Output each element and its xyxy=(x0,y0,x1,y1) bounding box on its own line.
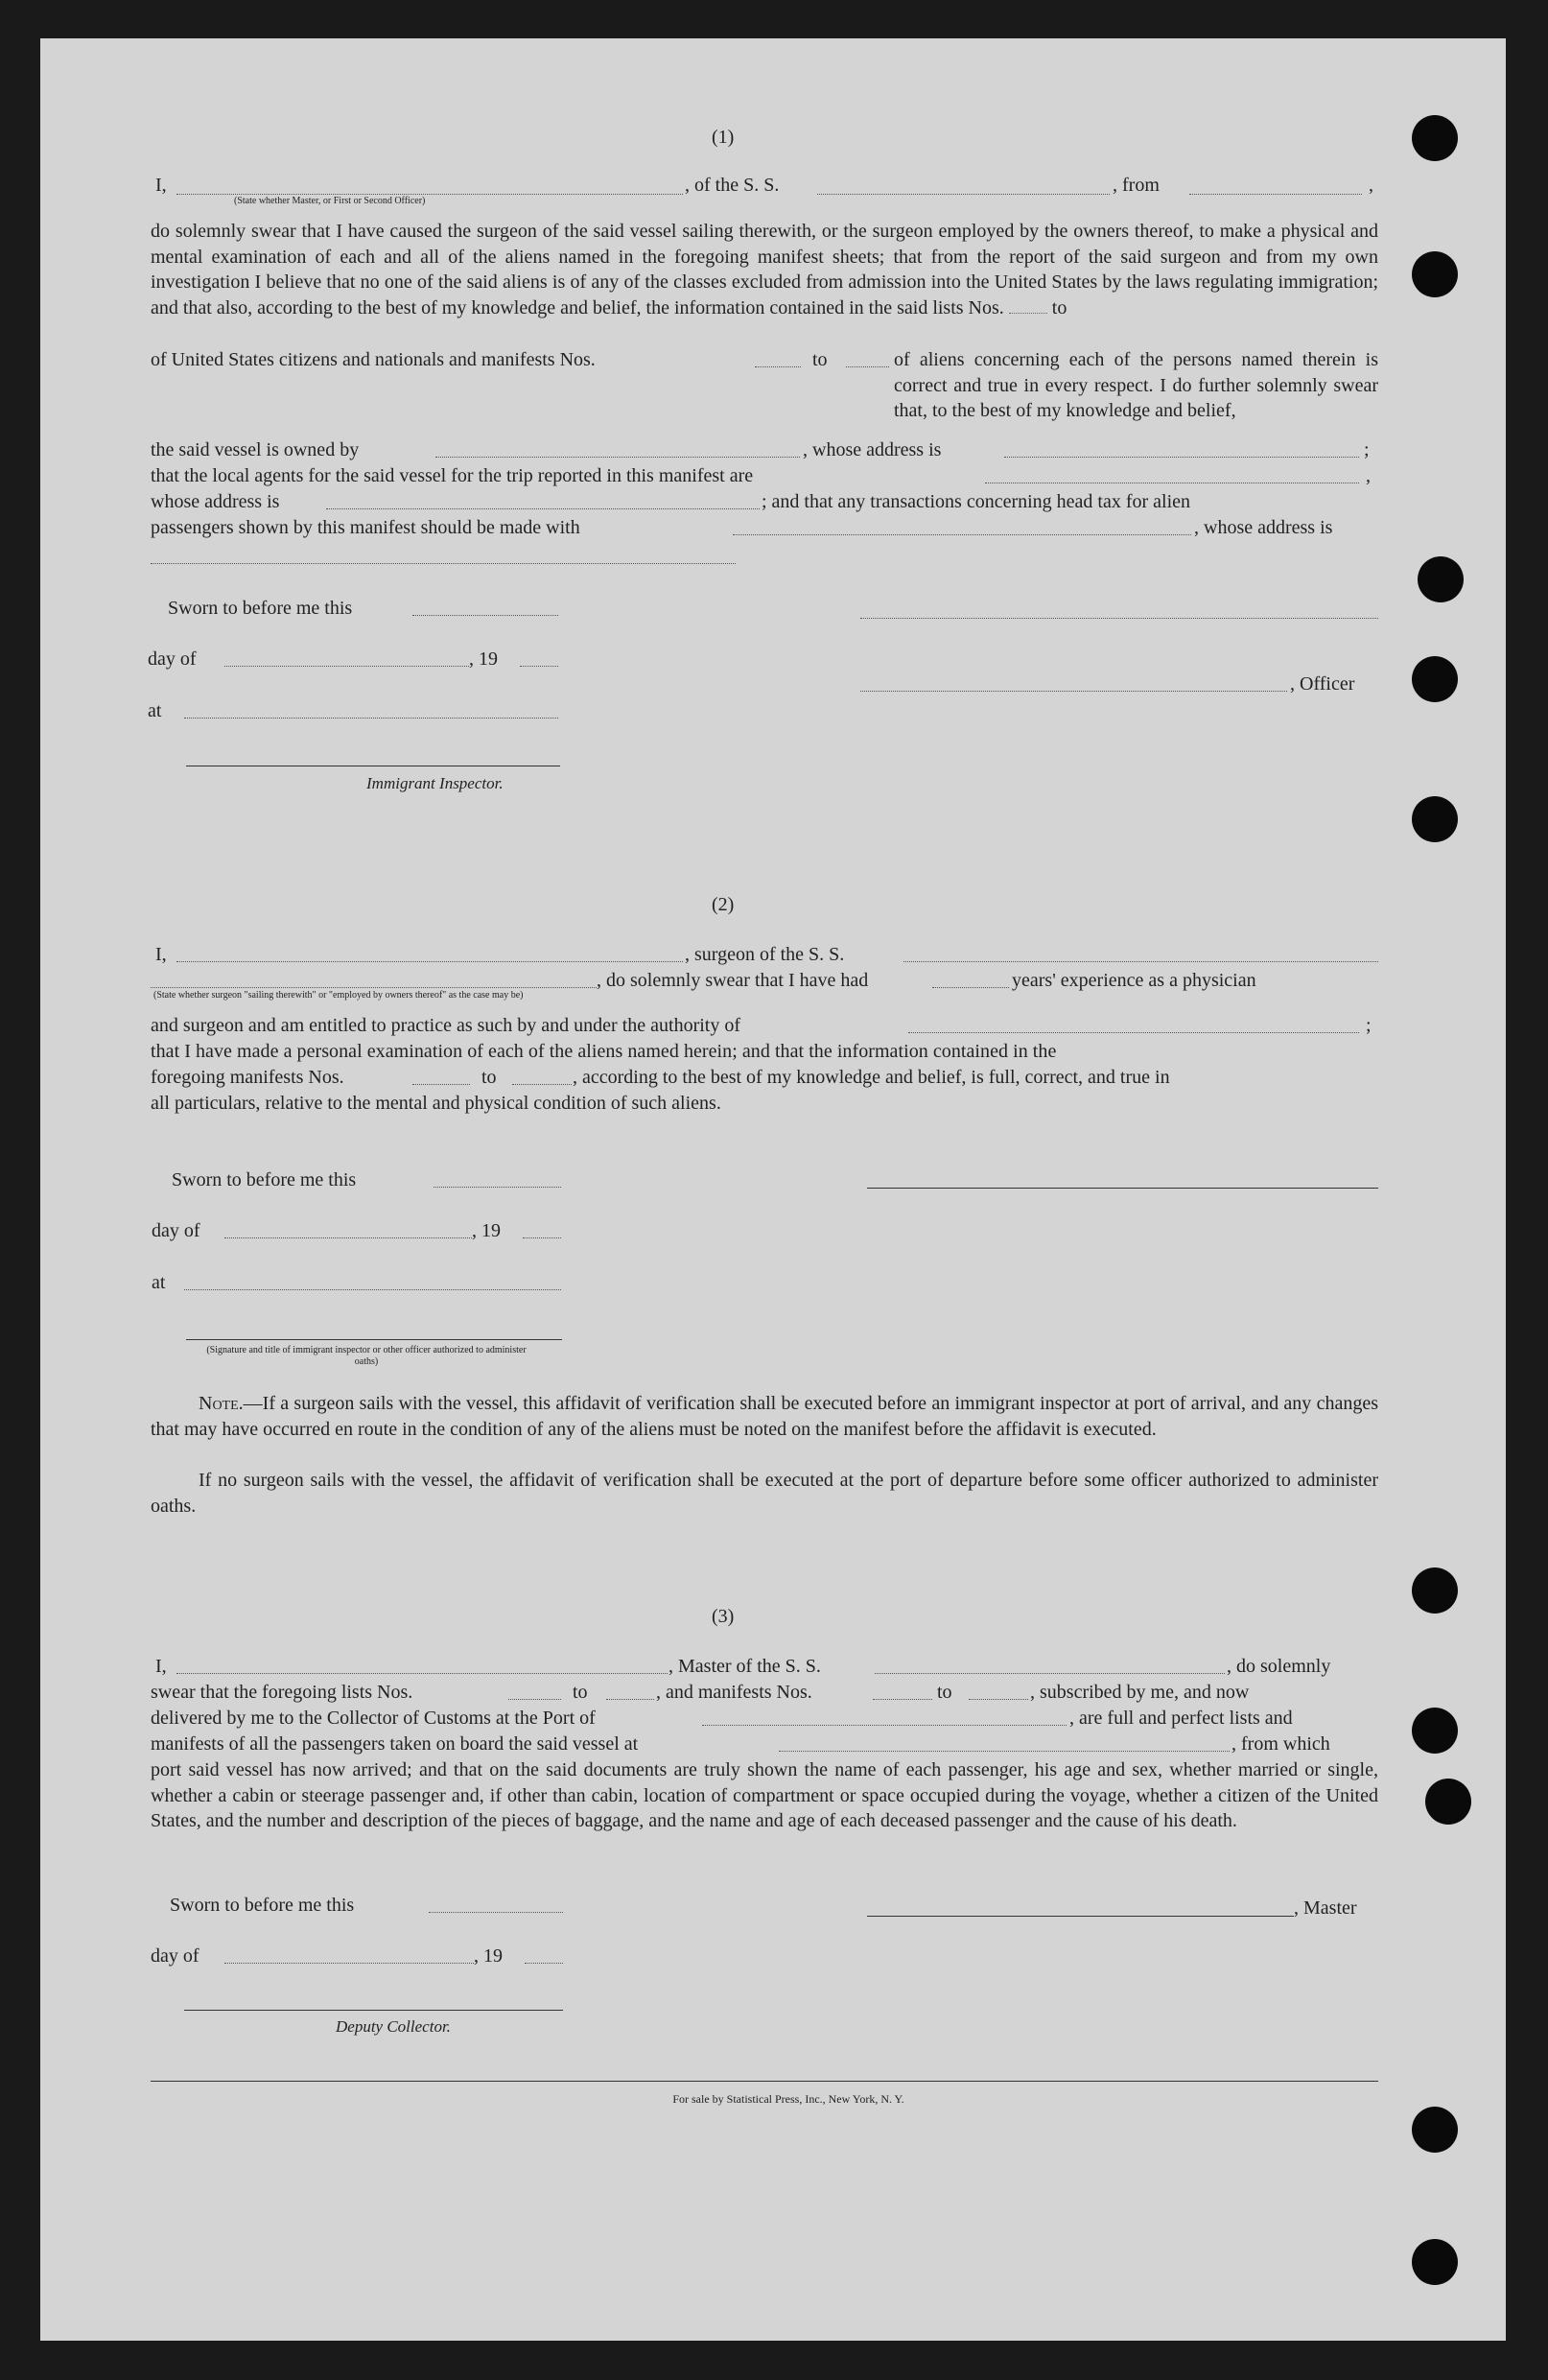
sec1-to-label-2: to xyxy=(812,349,828,370)
sec3-master-name-field[interactable] xyxy=(176,1673,668,1674)
sec2-manifest-to-field[interactable] xyxy=(512,1084,572,1085)
sec1-officer-field[interactable] xyxy=(176,194,683,195)
sec3-master-signature-line[interactable] xyxy=(867,1916,1294,1917)
sec3-vessel-field[interactable] xyxy=(875,1673,1225,1674)
sec2-sworn-field[interactable] xyxy=(434,1187,561,1188)
sec2-signature-hint: (Signature and title of immigrant inspector or other officer authorized to administer oaths) xyxy=(206,1345,527,1367)
sec1-agents-address-field[interactable] xyxy=(326,508,760,509)
sec2-surgeon-name-field[interactable] xyxy=(176,961,683,962)
sec2-allpart-text: all particulars, relative to the mental and physical condition of such aliens. xyxy=(151,1093,721,1114)
sec3-sworn-label: Sworn to before me this xyxy=(170,1895,355,1916)
sec3-sworn-field[interactable] xyxy=(429,1912,563,1913)
sec2-sworn-label: Sworn to before me this xyxy=(172,1169,357,1190)
binder-hole xyxy=(1412,2239,1458,2285)
sec1-list-from-field[interactable] xyxy=(1009,295,1047,314)
section-3-number: (3) xyxy=(712,1606,735,1627)
sec1-master-signature-field[interactable] xyxy=(860,618,1378,619)
binder-hole xyxy=(1412,251,1458,297)
sec1-whose3-label: , whose address is xyxy=(1194,517,1333,538)
sec3-master-sig-label: , Master xyxy=(1294,1897,1357,1919)
sec1-headtax-address-field[interactable] xyxy=(151,563,736,564)
sec2-practice-label: and surgeon and am entitled to practice as such by and under the authority of xyxy=(151,1015,740,1036)
sec3-port-field[interactable] xyxy=(702,1725,1067,1726)
sec2-day-field[interactable] xyxy=(224,1237,472,1238)
sec3-delivered-label: delivered by me to the Collector of Customs at the Port of xyxy=(151,1708,596,1729)
sec3-solemnly-label: , do solemnly xyxy=(1227,1656,1331,1677)
sec2-note-paragraph-2: If no surgeon sails with the vessel, the affidavit of verification shall be executed at the port of departure before some officer authorized to administer oaths. xyxy=(151,1470,1378,1517)
sec2-status-field[interactable] xyxy=(151,987,597,988)
sec2-i-label: I, xyxy=(155,944,167,965)
sec1-from-field[interactable] xyxy=(1189,194,1362,195)
sec2-to-label: to xyxy=(481,1067,497,1088)
sec3-embark-port-field[interactable] xyxy=(779,1751,1230,1752)
sec1-manifest-from-field[interactable] xyxy=(755,366,801,367)
sec1-at-label: at xyxy=(148,700,162,721)
sec3-deputy-label: Deputy Collector. xyxy=(336,2017,451,2036)
sec3-andman-label: , and manifests Nos. xyxy=(656,1682,812,1703)
sec1-whose-label: , whose address is xyxy=(803,439,942,460)
sec1-semi: ; xyxy=(1364,439,1370,460)
sec2-manifest-from-field[interactable] xyxy=(412,1084,470,1085)
sec3-year-label: , 19 xyxy=(474,1945,503,1967)
sec3-fromwhich-text: , from which xyxy=(1231,1733,1330,1755)
sec1-oath-paragraph xyxy=(151,219,1378,320)
sec3-manifest-from-field[interactable] xyxy=(873,1699,932,1700)
sec1-to-label: to xyxy=(1051,296,1067,318)
sec1-dayof-label: day of xyxy=(148,648,197,670)
sec2-semi: ; xyxy=(1366,1015,1372,1036)
sec3-i-label: I, xyxy=(155,1656,167,1677)
section-2-number: (2) xyxy=(712,894,735,915)
section-1-number: (1) xyxy=(712,127,735,148)
sec2-note-paragraph: Note.—If a surgeon sails with the vessel, this affidavit of verification shall be executed before an immigrant inspector at port of arrival, and any changes that may have occurred en route in the condition of any of the aliens must be noted on the manifest before the affidavit is executed. xyxy=(151,1393,1378,1440)
sec2-according-text: , according to the best of my knowledge and belief, is full, correct, and true in xyxy=(573,1067,1170,1088)
sec1-headtax-text: ; and that any transactions concerning head tax for alien xyxy=(762,491,1191,512)
sec3-lists-to-field[interactable] xyxy=(606,1699,654,1700)
sec1-of-ss-label: , of the S. S. xyxy=(685,175,780,196)
sec2-inspector-signature-line[interactable] xyxy=(186,1339,562,1340)
sec3-dayof-label: day of xyxy=(151,1945,199,1967)
sec1-day-field[interactable] xyxy=(224,666,469,667)
sec1-owner-address-field[interactable] xyxy=(1004,457,1359,458)
sec3-deputy-signature-line[interactable] xyxy=(184,2010,563,2011)
sec1-citizens-text: of United States citizens and nationals and manifests Nos. xyxy=(151,349,596,370)
sec1-i-label: I, xyxy=(155,175,167,196)
form-page xyxy=(40,38,1506,2341)
binder-hole xyxy=(1412,1567,1458,1614)
sec2-dayof-label: day of xyxy=(152,1220,200,1241)
sec3-year-field[interactable] xyxy=(525,1963,563,1964)
sec2-surgeon-label: , surgeon of the S. S. xyxy=(685,944,845,965)
sec2-at-field[interactable] xyxy=(184,1289,561,1290)
footer-printer-note: For sale by Statistical Press, Inc., New York, N. Y. xyxy=(672,2092,904,2106)
sec3-swear-label: swear that the foregoing lists Nos. xyxy=(151,1682,413,1703)
sec1-agents-label: that the local agents for the said vessel for the trip reported in this manifest are xyxy=(151,465,754,486)
sec2-surgeon-hint: (State whether surgeon "sailing therewith" or "employed by owners thereof" as the case may be) xyxy=(153,990,524,1001)
binder-hole xyxy=(1412,115,1458,161)
sec3-subscribed-text: , subscribed by me, and now xyxy=(1030,1682,1250,1703)
sec1-at-field[interactable] xyxy=(184,718,558,719)
sec3-to-label-1: to xyxy=(573,1682,588,1703)
sec3-manifest-to-field[interactable] xyxy=(969,1699,1028,1700)
binder-hole xyxy=(1412,656,1458,702)
sec1-passengers-label: passengers shown by this manifest should be made with xyxy=(151,517,580,538)
sec1-manifest-to-field[interactable] xyxy=(846,366,889,367)
sec1-headtax-field[interactable] xyxy=(733,534,1191,535)
sec2-authority-field[interactable] xyxy=(908,1032,1359,1033)
sec1-aliens-text: of aliens concerning each of the persons named therein is correct and true in every respect. I do further solemnly swear that, to the best of my knowledge and belief, xyxy=(894,349,1378,422)
binder-hole xyxy=(1412,2107,1458,2153)
sec1-year-field[interactable] xyxy=(520,666,558,667)
sec1-officer-hint: (State whether Master, or First or Second Officer) xyxy=(234,196,426,206)
sec2-vessel-field[interactable] xyxy=(903,961,1378,962)
sec3-lists-from-field[interactable] xyxy=(508,1699,561,1700)
sec2-year-label: , 19 xyxy=(472,1220,501,1241)
sec3-manifests-label: manifests of all the passengers taken on board the said vessel at xyxy=(151,1733,639,1755)
sec1-agents-comma: , xyxy=(1366,465,1371,486)
sec1-from-label: , from xyxy=(1113,175,1160,196)
sec1-sworn-label: Sworn to before me this xyxy=(168,598,353,619)
sec1-vessel-field[interactable] xyxy=(817,194,1110,195)
sec1-oath-text: do solemnly swear that I have caused the surgeon of the said vessel sailing therewith, or the surgeon employed by the owners thereof, to make a physical and mental examination of each and all of the aliens named in the foregoing manifest sheets; that from the report of the said surgeon and from my own investigation I believe that no one of the said aliens is of any of the classes excluded from admission into the United States by the laws regulating immigration; and that also, according to the best of my knowledge and belief, the information contained in the said lists Nos. xyxy=(151,221,1378,318)
sec1-year-label: , 19 xyxy=(469,648,498,670)
sec1-owner-field[interactable] xyxy=(435,457,800,458)
binder-hole xyxy=(1425,1779,1471,1825)
sec2-surgeon-signature-line[interactable] xyxy=(867,1188,1378,1189)
sec3-to-label-2: to xyxy=(937,1682,952,1703)
sec2-swear-text: , do solemnly swear that I have had xyxy=(597,970,869,991)
sec1-sworn-field[interactable] xyxy=(412,615,558,616)
sec2-foregoing-label: foregoing manifests Nos. xyxy=(151,1067,344,1088)
sec1-inspector-label: Immigrant Inspector. xyxy=(366,774,504,792)
sec2-years-label: years' experience as a physician xyxy=(1012,970,1256,991)
sec3-body-paragraph: port said vessel has now arrived; and that on the said documents are truly shown the name of each passenger, his age and sex, whether married or single, whether a cabin or steerage passenger and, if other than cabin, location of compartment or space occupied during the voyage, whether a citizen of the United States, and the number and description of the pieces of baggage, and the name and age of each deceased passenger and the cause of his death. xyxy=(151,1759,1378,1832)
sec2-years-field[interactable] xyxy=(932,987,1009,988)
sec1-officer-signature-field[interactable] xyxy=(860,691,1287,692)
sec2-at-label: at xyxy=(152,1272,166,1293)
binder-hole xyxy=(1412,796,1458,842)
sec3-day-field[interactable] xyxy=(224,1963,474,1964)
sec1-officer-label: , Officer xyxy=(1290,673,1355,695)
sec2-year-field[interactable] xyxy=(523,1237,561,1238)
sec1-whose2-label: whose address is xyxy=(151,491,280,512)
binder-hole xyxy=(1412,1708,1458,1754)
sec3-arefull-text: , are full and perfect lists and xyxy=(1069,1708,1293,1729)
sec2-exam-text: that I have made a personal examination of each of the aliens named herein; and that the information contained in the xyxy=(151,1041,1057,1062)
sec1-comma: , xyxy=(1369,175,1373,196)
sec3-master-label: , Master of the S. S. xyxy=(668,1656,821,1677)
binder-hole xyxy=(1418,556,1464,602)
sec1-owned-label: the said vessel is owned by xyxy=(151,439,360,460)
footer-rule xyxy=(151,2081,1378,2082)
